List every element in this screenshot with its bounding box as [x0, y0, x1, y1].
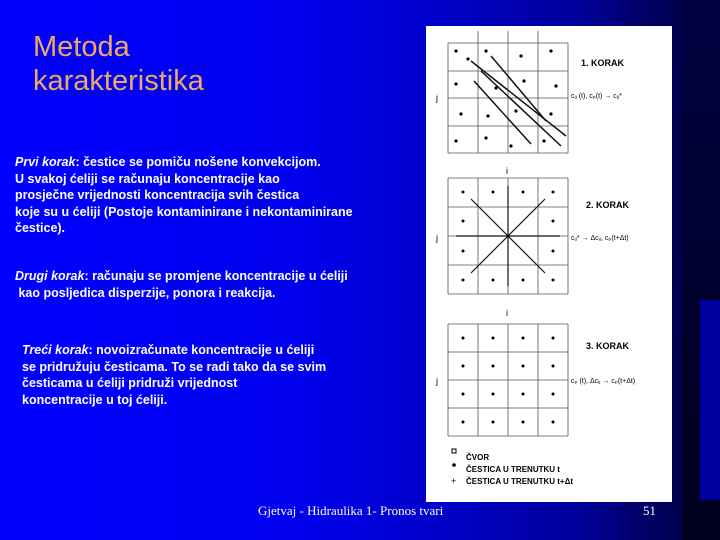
step3-axis-j: j — [436, 376, 438, 386]
step1-text-5: čestice). — [15, 221, 66, 235]
step1-label: 1. KORAK — [581, 58, 625, 68]
step3-text-3: česticama u ćeliji pridruži vrijednost — [22, 376, 238, 390]
legend — [451, 449, 573, 486]
step3-grid — [448, 324, 568, 436]
step2-axis-j: j — [436, 233, 438, 243]
page-number: 51 — [643, 503, 656, 518]
step2-text-2: kao posljedica disperzije, ponora i reakcija. — [15, 285, 276, 300]
step1-lead: Prvi korak — [15, 155, 76, 169]
legend-particle-t-label: ČESTICA U TRENUTKU t — [466, 465, 560, 474]
page-title — [33, 30, 204, 98]
legend-node-label: ČVOR — [466, 453, 490, 462]
step3-axis-i: i — [506, 308, 508, 318]
paragraph-step-2 — [15, 268, 415, 301]
step1-text-4: koje su u ćeliji (Postoje kontaminirane i nekontaminirane — [15, 204, 353, 219]
step1-arrows — [471, 56, 566, 146]
step3-text-2: se pridružuju česticama. To se radi tako da se svim — [22, 359, 327, 374]
step2-axis-i: i — [506, 166, 508, 176]
footer-text: Gjetvaj - Hidraulika 1- Pronos tvari — [258, 503, 444, 518]
legend-node-marker — [452, 449, 456, 453]
legend-particle-t-dt-marker: + — [451, 476, 457, 486]
paragraph-step-1 — [15, 154, 420, 237]
step2-formula: cᵢⱼ* → Δcᵢⱼ, cₚ(t+Δt) — [571, 235, 629, 242]
step2-dispersion-arrows — [456, 186, 560, 286]
title-line-2: karakteristika — [33, 65, 204, 97]
paragraph-step-3 — [22, 342, 417, 408]
step1-particles — [454, 49, 557, 147]
legend-particle-t-marker — [452, 463, 456, 467]
step1-text-2: U svakoj ćeliji se računaju koncentracije kao — [15, 171, 280, 186]
step1-text-3: prosječne vrijednosti koncentracija svih čestica — [15, 188, 300, 202]
step1-formula: cᵢⱼ (t), cₚ(t) → cᵢⱼ* — [571, 93, 622, 100]
method-figure — [426, 26, 672, 502]
step1-text-1: : čestice se pomiču nošene konvekcijom. — [75, 155, 321, 169]
step3-text-1: : novoizračunate koncentracije u ćeliji — [88, 343, 315, 357]
step2-text-1: : računaju se promjene koncentracije u ćeliji — [84, 269, 348, 283]
step2-label: 2. KORAK — [586, 200, 630, 210]
step1-axis-j: j — [436, 93, 438, 103]
decorative-blue-bar — [700, 300, 720, 500]
step3-formula: cₚ (t), Δcᵢⱼ → cₚ(t+Δt) — [571, 378, 636, 385]
title-line-1: Metoda — [33, 31, 130, 63]
legend-particle-t-dt-label: ČESTICA U TRENUTKU t+Δt — [466, 477, 574, 486]
step3-lead: Treći korak — [22, 343, 89, 357]
step2-lead: Drugi korak — [15, 269, 85, 283]
step3-label: 3. KORAK — [586, 341, 630, 351]
step3-text-4: koncentracije u toj ćeliji. — [22, 392, 168, 407]
